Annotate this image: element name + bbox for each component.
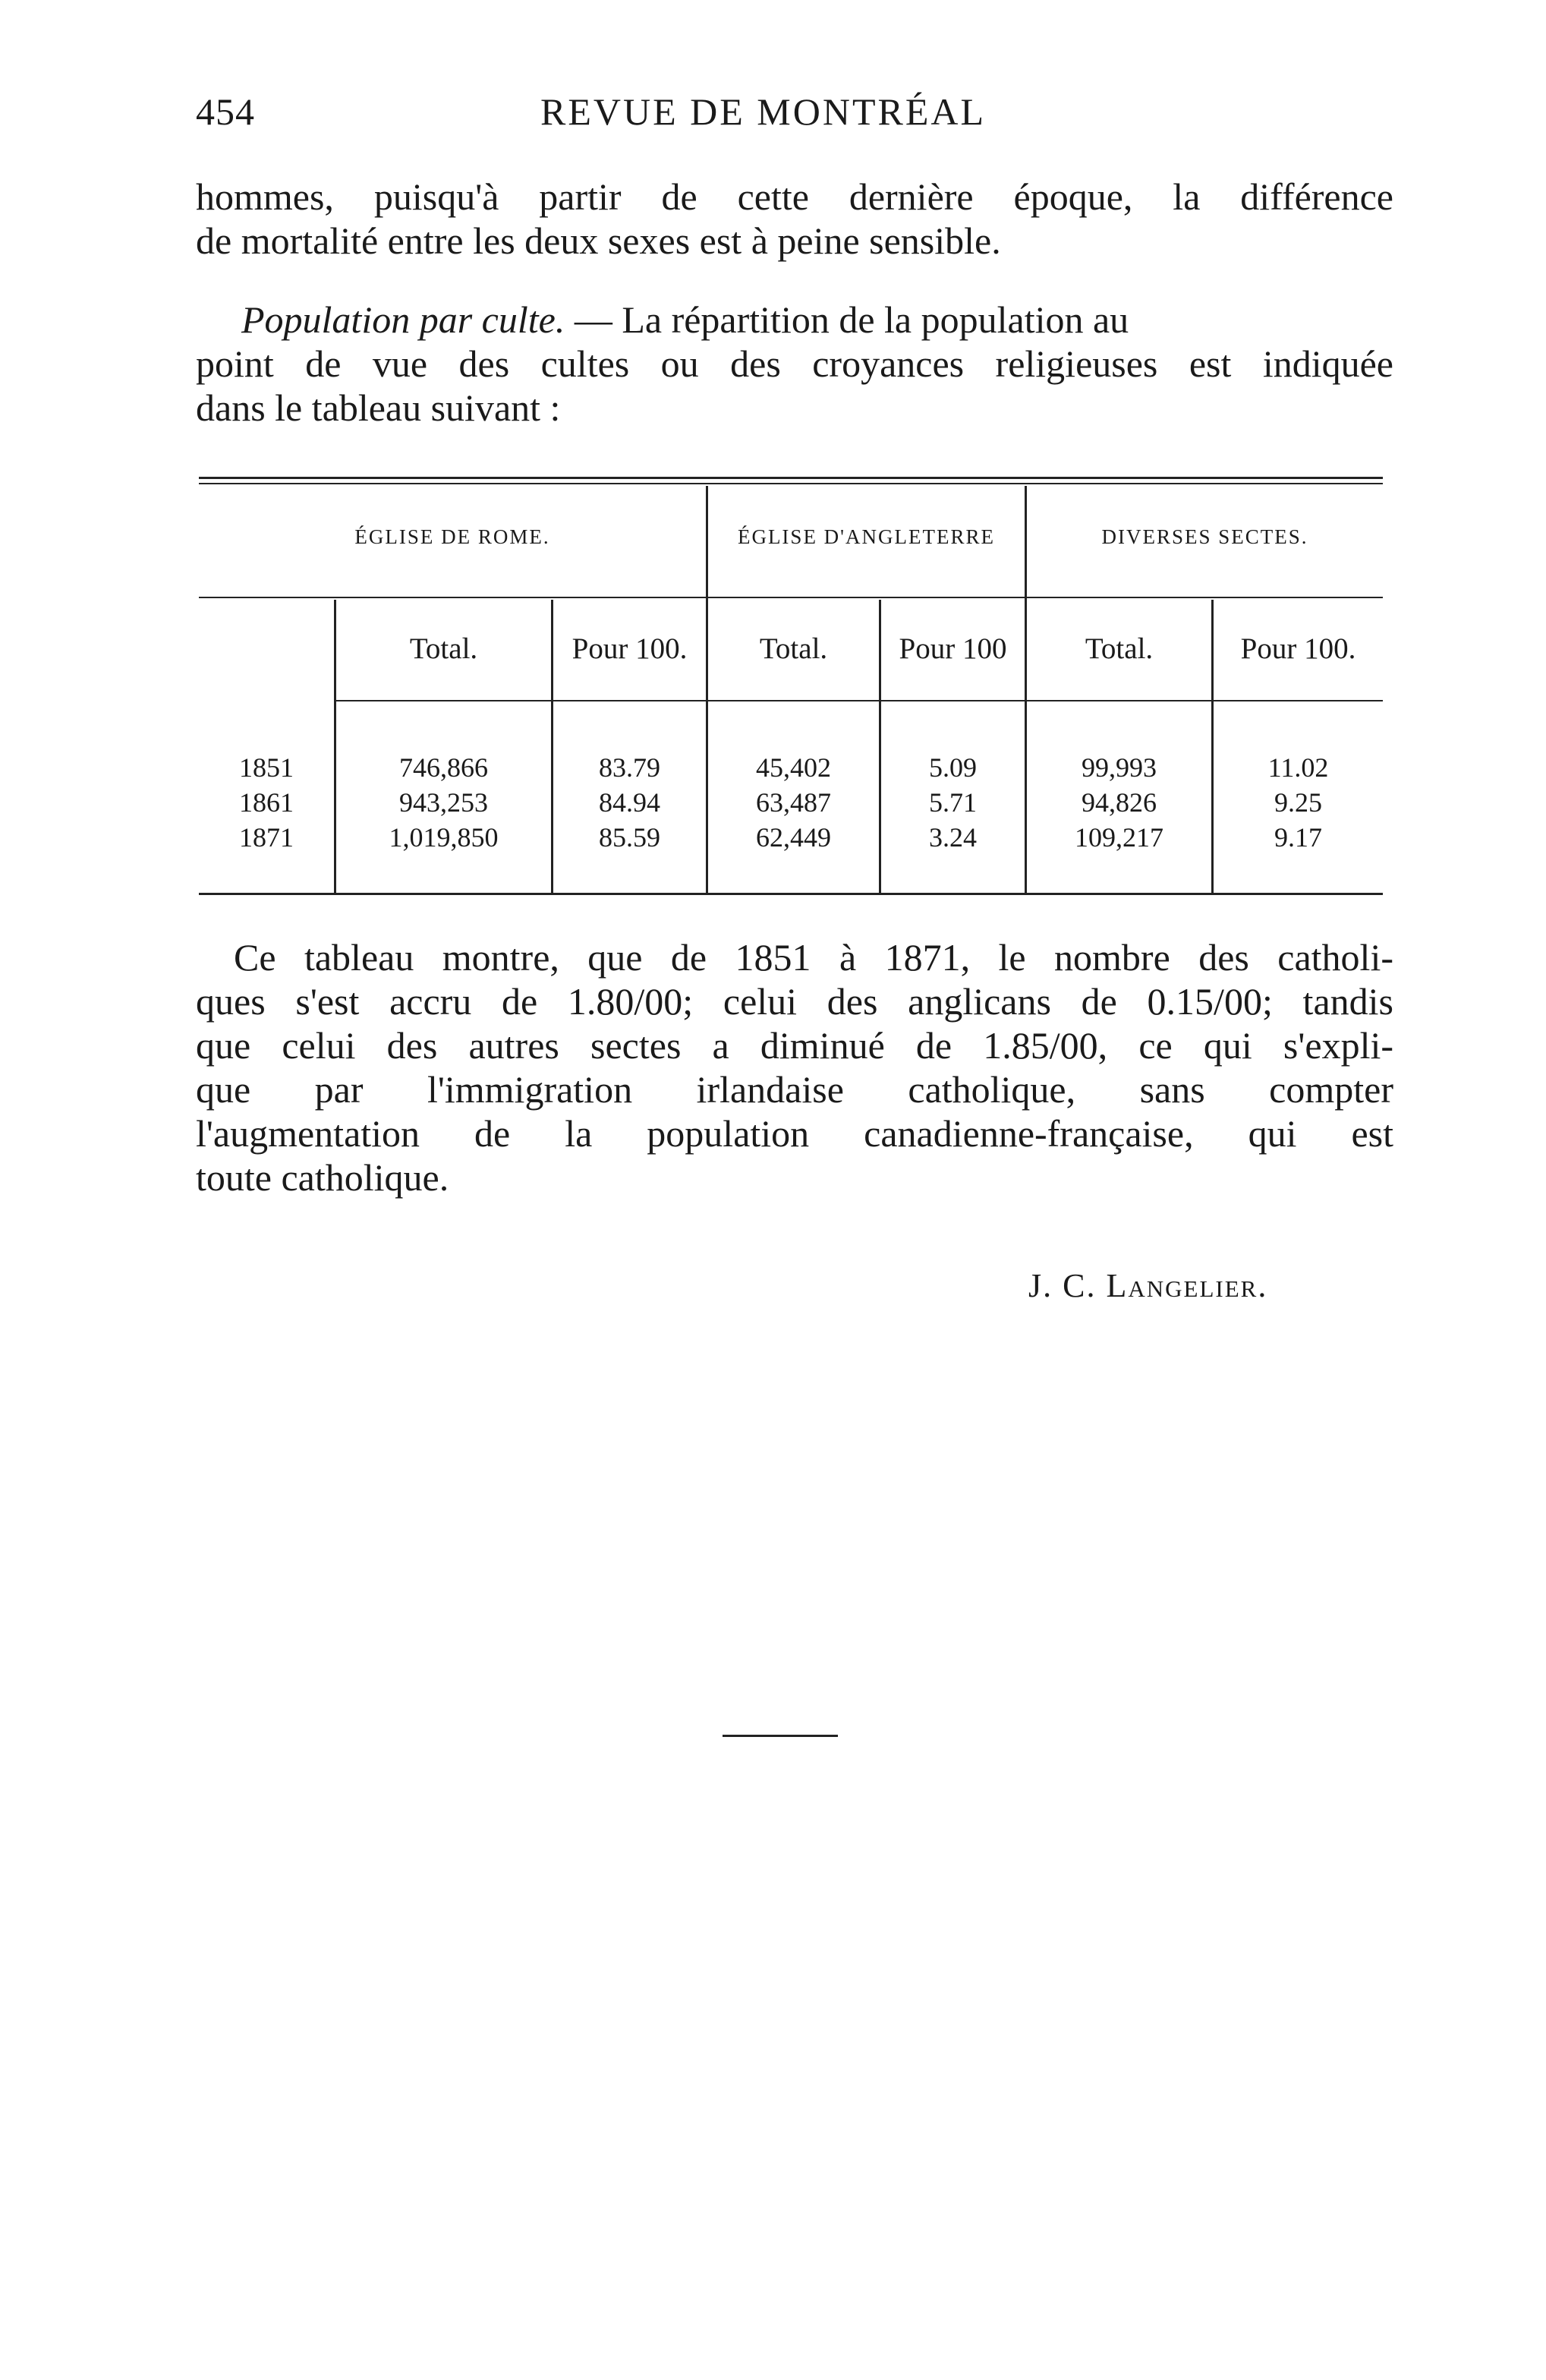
table-cell: 943,253 [399, 787, 488, 818]
table-cell: 3.24 [929, 822, 977, 853]
table-bottom-rule [199, 893, 1383, 895]
author-initials: J. C. [1028, 1267, 1097, 1304]
table-cell: 9.17 [1274, 822, 1322, 853]
paragraph-line: point de vue des cultes ou des croyances religieuses est indiquée [196, 342, 1393, 385]
table-cell: 1,019,850 [389, 822, 499, 853]
table-cell: 746,866 [399, 752, 488, 783]
table-cell: 63,487 [756, 787, 831, 818]
table-cell: 84.94 [599, 787, 660, 818]
rome-percent-column [553, 750, 706, 855]
paragraph-line: l'augmentation de la population canadienne-française, qui est [196, 1112, 1393, 1155]
table-subheader-rule [334, 700, 1383, 701]
table-group-rule [199, 597, 1383, 598]
subheader-total: Total. [409, 632, 478, 665]
section-paragraph [196, 298, 1393, 430]
paragraph-line: toute catholique. [196, 1156, 449, 1199]
author-signature [1028, 1266, 1267, 1305]
group-header-angleterre: ÉGLISE D'ANGLETERRE [737, 525, 996, 548]
table-cell: 11.02 [1267, 752, 1329, 783]
paragraph-line: hommes, puisqu'à partir de cette dernière époque, la différence [196, 175, 1393, 218]
sectes-total-column [1027, 750, 1211, 855]
year-cell: 1851 [239, 752, 294, 783]
subheader-pour-cent: Pour 100 [899, 632, 1007, 665]
paragraph-line: que celui des autres sectes a diminué de 1.85/00, ce qui s'expli- [196, 1024, 1393, 1067]
subheader-pour-cent: Pour 100. [1240, 632, 1356, 665]
intro-paragraph [196, 175, 1393, 263]
table-cell: 9.25 [1274, 787, 1322, 818]
paragraph-line: de mortalité entre les deux sexes est à peine sensible. [196, 219, 1001, 262]
running-head [196, 90, 1394, 143]
paragraph-line: ques s'est accru de 1.80/00; celui des anglicans de 0.15/00; tandis [196, 980, 1393, 1023]
sectes-percent-column [1214, 750, 1383, 855]
section-first-line [196, 298, 1393, 342]
table-cell: 83.79 [599, 752, 660, 783]
group-header-sectes: DIVERSES SECTES. [1101, 525, 1308, 548]
year-column [199, 750, 334, 855]
page-number: 454 [196, 90, 255, 133]
table-cell: 99,993 [1082, 752, 1157, 783]
rome-total-column [336, 750, 551, 855]
end-rule [723, 1735, 838, 1737]
journal-title: REVUE DE MONTRÉAL [540, 90, 987, 133]
table-cell: 109,217 [1075, 822, 1163, 853]
table-top-rule [199, 477, 1383, 479]
year-cell: 1861 [239, 787, 294, 818]
year-cell: 1871 [239, 822, 294, 853]
closing-paragraph [196, 935, 1393, 1199]
table-top-rule-thin [199, 483, 1383, 484]
section-heading: Population par culte. [241, 298, 565, 341]
paragraph-line: dans le tableau suivant : [196, 386, 561, 429]
table-cell: 5.71 [929, 787, 977, 818]
paragraph-line: que par l'immigration irlandaise catholique, sans compter [196, 1068, 1393, 1111]
table-cell: 5.09 [929, 752, 977, 783]
table-cell: 62,449 [756, 822, 831, 853]
table-cell: 94,826 [1082, 787, 1157, 818]
table-cell: 45,402 [756, 752, 831, 783]
group-header-rome: ÉGLISE DE ROME. [354, 525, 550, 548]
angleterre-percent-column [881, 750, 1025, 855]
subheader-pour-cent: Pour 100. [571, 632, 688, 665]
subheader-total: Total. [1085, 632, 1154, 665]
paragraph-line: Ce tableau montre, que de 1851 à 1871, le nombre des catholi- [234, 936, 1393, 979]
table-cell: 85.59 [599, 822, 660, 853]
section-first-line-text: — La répartition de la population au [574, 298, 1129, 341]
angleterre-total-column [708, 750, 879, 855]
subheader-total: Total. [759, 632, 828, 665]
author-surname: Langelier. [1106, 1267, 1268, 1304]
